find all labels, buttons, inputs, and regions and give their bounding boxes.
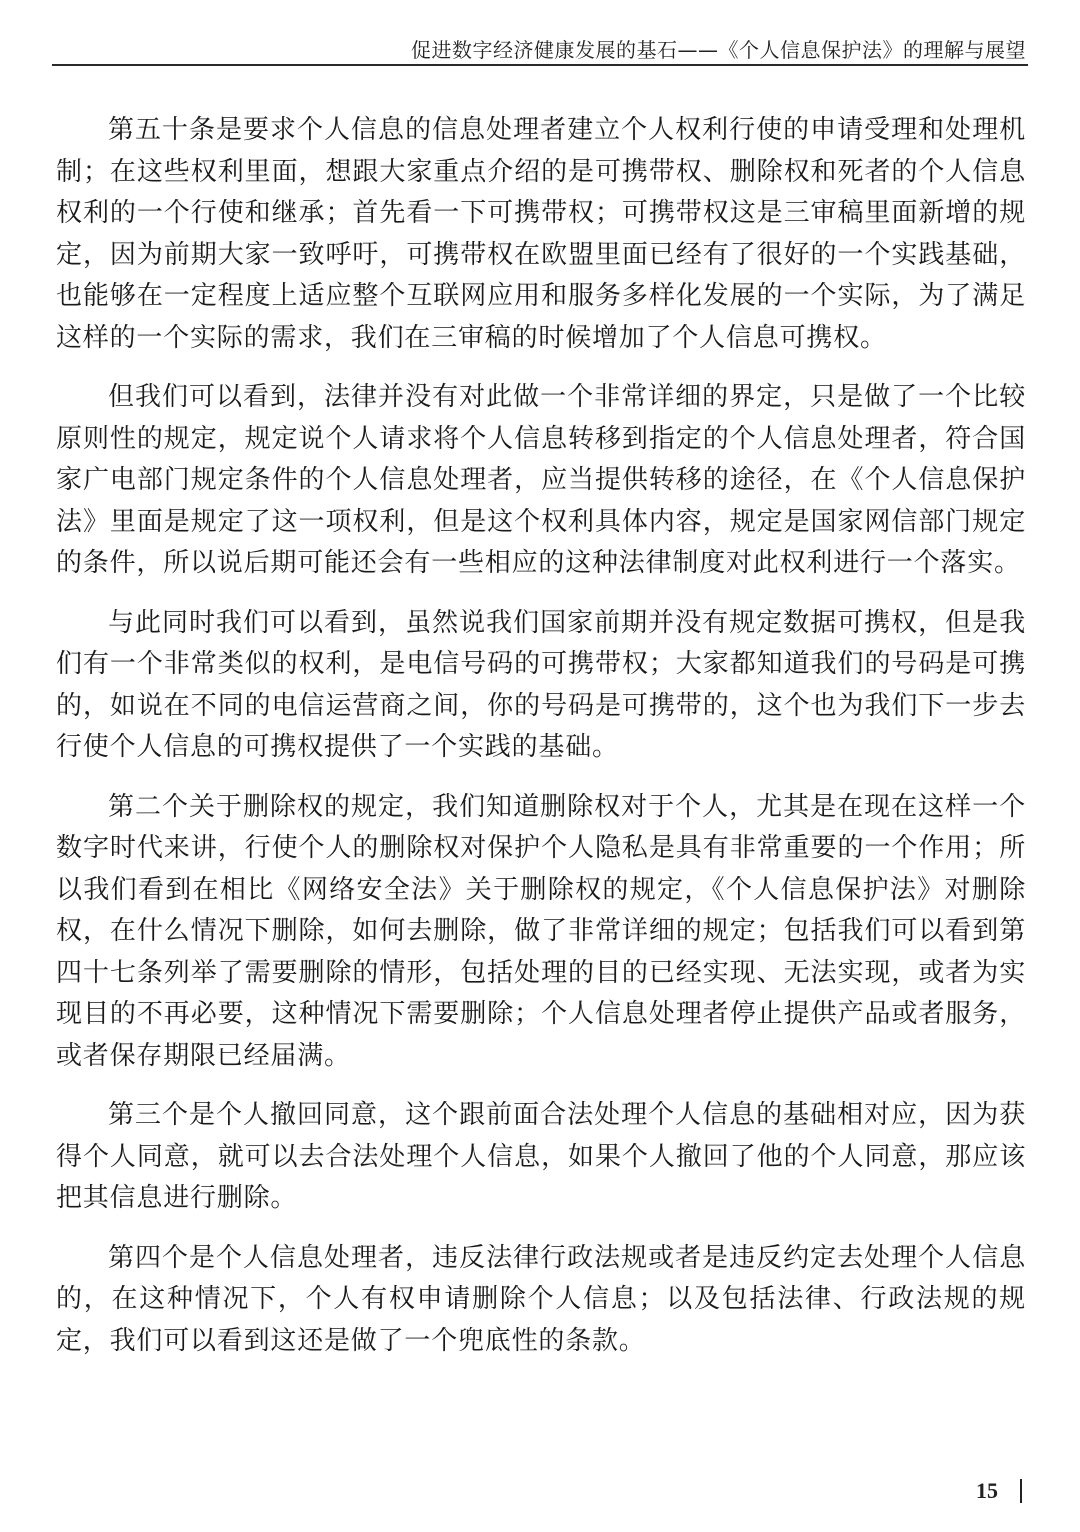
paragraph-4: 第二个关于删除权的规定，我们知道删除权对于个人，尤其是在现在这样一个数字时代来讲，行使个人的删除权对保护个人隐私是具有非常重要的一个作用；所以我们看到在相比《网络安全法》关于删除权的规定，《个人信息保护法》对删除权，在什么情况下删除，如何去删除，做了非常详细的规定；包括我们可以看到第四十七条列举了需要删除的情形，包括处理的目的已经实现、无法实现，或者为实现目的不再必要，这种情况下需要删除；个人信息处理者停止提供产品或者服务，或者保存期限已经届满。 [56,791,1026,1071]
page-number: 15 [976,1478,998,1503]
paragraph-6: 第四个是个人信息处理者，违反法律行政法规或者是违反约定去处理个人信息的，在这种情况下，个人有权申请删除个人信息；以及包括法律、行政法规的规定，我们可以看到这还是做了一个兜底性的条款。 [56,1242,1026,1356]
paragraph-2: 但我们可以看到，法律并没有对此做一个非常详细的界定，只是做了一个比较原则性的规定，规定说个人请求将个人信息转移到指定的个人信息处理者，符合国家广电部门规定条件的个人信息处理者，应当提供转移的途径，在《个人信息保护法》里面是规定了这一项权利，但是这个权利具体内容，规定是国家网信部门规定的条件，所以说后期可能还会有一些相应的这种法律制度对此权利进行一个落实。 [56,382,1026,578]
body-text [56,110,1026,1380]
paragraph-1: 第五十条是要求个人信息的信息处理者建立个人权利行使的申请受理和处理机制；在这些权利里面，想跟大家重点介绍的是可携带权、删除权和死者的个人信息权利的一个行使和继承；首先看一下可携带权；可携带权这是三审稿里面新增的规定，因为前期大家一致呼吁，可携带权在欧盟里面已经有了很好的一个实践基础，也能够在一定程度上适应整个互联网应用和服务多样化发展的一个实际，为了满足这样的一个实际的需求，我们在三审稿的时候增加了个人信息可携权。 [56,115,1026,353]
folio-divider [1020,1479,1022,1503]
page-footer [976,1476,1022,1506]
paragraph-3: 与此同时我们可以看到，虽然说我们国家前期并没有规定数据可携权，但是我们有一个非常类似的权利，是电信号码的可携带权；大家都知道我们的号码是可携的，如说在不同的电信运营商之间，你的号码是可携带的，这个也为我们下一步去行使个人信息的可携权提供了一个实践的基础。 [56,607,1026,762]
running-title: 促进数字经济健康发展的基石——《个人信息保护法》的理解与展望 [411,38,1026,62]
paragraph-5: 第三个是个人撤回同意，这个跟前面合法处理个人信息的基础相对应，因为获得个人同意，就可以去合法处理个人信息，如果个人撤回了他的个人同意，那应该把其信息进行删除。 [56,1100,1026,1213]
running-header [52,26,1028,66]
